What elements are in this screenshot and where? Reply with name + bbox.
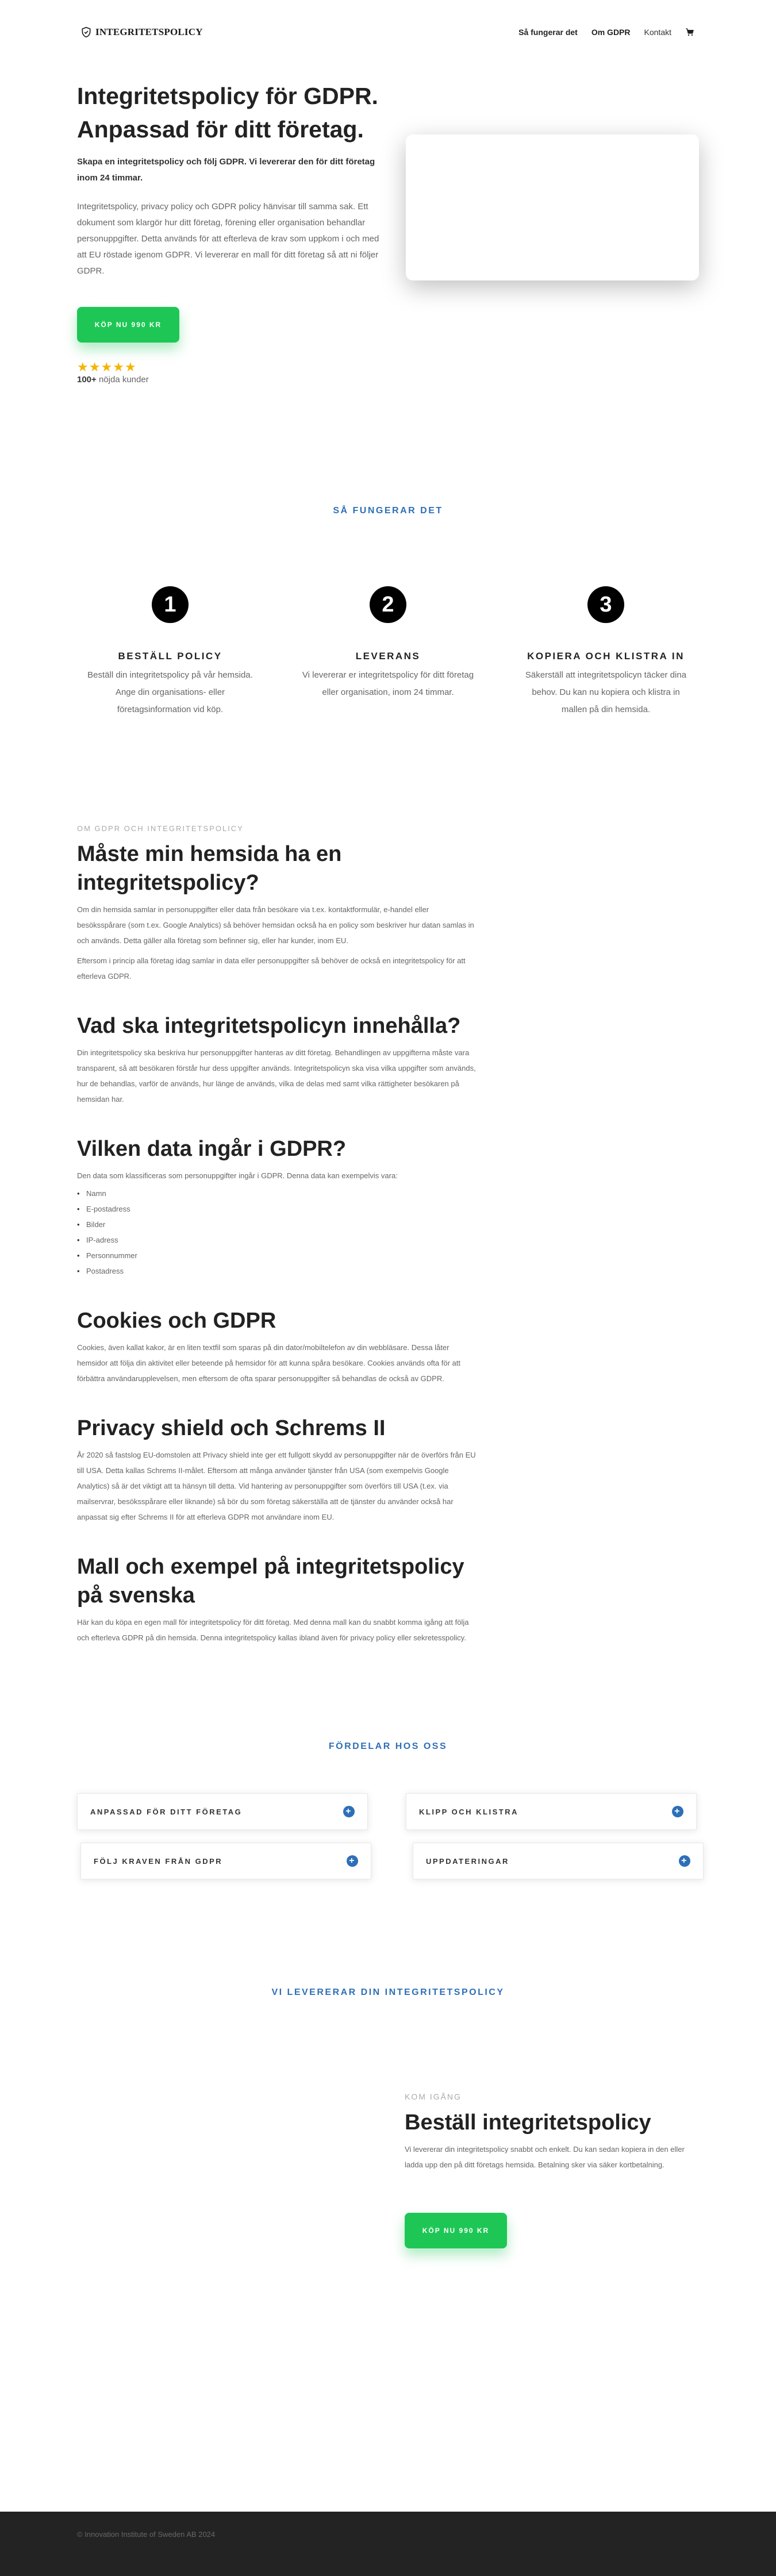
step-number-badge: 2 [370,586,406,623]
step-text: Beställ din integritetspolicy på vår hemsida. Ange din organisations- eller företagsinformation vid köp. [87,670,253,714]
rating-stars [77,360,137,375]
heading-template-swedish: Mall och exempel på integritetspolicy på svenska [77,1555,464,1608]
hero-media-card [406,134,699,280]
paragraph: Här kan du köpa en egen mall för integritetspolicy för ditt företag. Med denna mall kan du snabbt komma igång att följa och efterleva GDPR på din hemsida. Denna integritetspolicy kallas ibland även för privacy policy eller sekretesspolicy. [77,1618,469,1642]
hero-title-line-1: Integritetspolicy för GDPR. [77,83,378,109]
cta-title: Beställ integritetspolicy [405,2110,651,2135]
star-icon: ★ [101,360,113,374]
benefit-toggle-updates[interactable] [413,1843,704,1879]
step-order-policy [84,586,256,718]
list-item: • Postadress [86,1263,479,1279]
order-cta [405,2092,704,2173]
hero-title [77,79,399,146]
step-title: LEVERANS [355,651,421,662]
plus-icon: + [679,1855,690,1867]
nav-link-about-gdpr[interactable]: Om GDPR [591,28,631,37]
step-delivery [302,586,474,701]
how-it-works-heading: SÅ FUNGERAR DET [333,506,443,516]
paragraph: Eftersom i princip alla företag idag samlar in data eller personuppgifter så behöver de också en integritetspolicy för att efterleva GDPR. [77,956,466,981]
hero-title-line-2: Anpassad för ditt företag. [77,116,364,143]
step-title: BESTÄLL POLICY [118,651,222,662]
buy-now-button-bottom[interactable]: KÖP NU 990 KR [405,2213,507,2248]
cart-icon[interactable] [685,28,694,37]
gdpr-article [77,824,479,1645]
step-text: Säkerställ att integritetspolicyn täcker dina behov. Du kan nu kopiera och klistra in mallen på din hemsida. [525,670,687,714]
article-overline: OM GDPR OCH INTEGRITETSPOLICY [77,824,244,833]
cta-text: Vi levererar din integritetspolicy snabbt och enkelt. Du kan sedan kopiera in den eller ladda upp den på ditt företags hemsida. Betalning sker via säker kortbetalning. [405,2145,685,2169]
star-icon: ★ [124,360,137,374]
benefit-toggle-copy-paste[interactable] [406,1793,697,1830]
step-number-badge: 3 [587,586,624,623]
paragraph: Om din hemsida samlar in personuppgifter eller data från besökare via t.ex. kontaktformulär, e-handel eller besöksspårare (som t.ex. Google Analytics) så behöver hemsidan också ha en policy som beskriver hur datan samlas in och används. Detta gäller alla företag som befinner sig, eller har kunder, inom EU. [77,905,474,945]
benefit-label: ANPASSAD FÖR DITT FÖRETAG [90,1807,243,1816]
customer-count [77,375,149,385]
customer-count-number: 100+ [77,375,97,385]
nav-link-how-it-works[interactable]: Så fungerar det [518,28,578,37]
step-text: Vi levererar er integritetspolicy för ditt företag eller organisation, inom 24 timmar. [302,670,474,697]
paragraph: År 2020 så fastslog EU-domstolen att Privacy shield inte ger ett fullgott skydd av personuppgifter när de överförs från EU till USA. Detta kallas Schrems II-målet. Eftersom att många använder tjänster från USA (som exempelvis Google Analytics) så är det viktigt att ta hänsyn till detta. Vid hantering av personuppgifter som överförs till USA (t.ex. via mailservrar, besöksspårare eller liknande) så bör du som företag säkerställa att de tjänster du använder också har anpassat sig efter Schrems II för att efterleva GDPR mot användare inom EU. [77,1451,476,1521]
step-copy-paste [520,586,692,718]
customer-count-text: nöjda kunder [98,375,149,385]
benefit-label: FÖLJ KRAVEN FRÅN GDPR [94,1856,223,1866]
shield-check-icon [80,26,92,38]
step-title: KOPIERA OCH KLISTRA IN [527,651,685,662]
list-item: • Namn [86,1186,479,1201]
list-item: • IP-adress [86,1232,479,1248]
star-icon: ★ [77,360,89,374]
paragraph: Din integritetspolicy ska beskriva hur personuppgifter hanteras av ditt företag. Behandlingen av uppgifterna måste vara transparent, så att besökaren förstår hur dess uppgifter används. Integritetspolicyn ska visa vilka uppgifter som används, hur de behandlas, varför de används, hur länge de används, vilka de delas med samt vilka rättigheter besökaren på hemsidan har. [77,1048,476,1104]
benefit-label: KLIPP OCH KLISTRA [419,1807,518,1816]
plus-icon: + [343,1806,355,1817]
logo-text: INTEGRITETSPOLICY [95,26,203,37]
delivery-heading: VI LEVERERAR DIN INTEGRITETSPOLICY [271,1987,505,1997]
star-icon: ★ [89,360,101,374]
benefit-label: UPPDATERINGAR [426,1856,509,1866]
nav-link-contact[interactable]: Kontakt [644,28,671,37]
paragraph: Cookies, även kallat kakor, är en liten textfil som sparas på din dator/mobiltelefon av din webbläsare. Dessa låter hemsidor att följa din aktivitet eller beteende på hemsidor för att kunna spåra besökare. Cookies används ofta för att förbättra användarupplevelsen, men eftersom de ofta sparar personuppgifter så behandlas de också av GDPR. [77,1343,460,1383]
site-logo[interactable] [80,26,203,38]
plus-icon: + [347,1855,358,1867]
personal-data-list [77,1186,479,1279]
heading-cookies: Cookies och GDPR [77,1309,276,1333]
step-number-badge: 1 [152,586,189,623]
list-item: • E-postadress [86,1201,479,1217]
site-header [0,0,776,68]
cta-overline: KOM IGÅNG [405,2092,462,2101]
plus-icon: + [672,1806,683,1817]
buy-now-button[interactable]: KÖP NU 990 KR [77,307,179,343]
benefits-heading: FÖRDELAR HOS OSS [328,1741,448,1751]
benefit-toggle-tailored[interactable] [77,1793,368,1830]
list-item: • Bilder [86,1217,479,1232]
heading-data-in-gdpr: Vilken data ingår i GDPR? [77,1137,347,1161]
paragraph: Den data som klassificeras som personuppgifter ingår i GDPR. Denna data kan exempelvis vara: [77,1171,398,1180]
heading-privacy-shield: Privacy shield och Schrems II [77,1416,386,1440]
main-nav [518,28,694,37]
hero-description: Integritetspolicy, privacy policy och GDPR policy hänvisar till samma sak. Ett dokument som klargör hur ditt företag, förening eller organisation behandlar personuppgifter. Detta används för att efterleva de krav som uppkom i och med att EU röstade igenom GDPR. Vi levererar en mall för ditt företag så att ni följer GDPR. [77,202,379,276]
heading-must-have-policy: Måste min hemsida ha en integritetspolicy? [77,842,342,895]
star-icon: ★ [113,360,125,374]
list-item: • Personnummer [86,1248,479,1263]
site-footer [0,2512,776,2576]
heading-policy-contents: Vad ska integritetspolicyn innehålla? [77,1014,461,1038]
hero-lead: Skapa en integritetspolicy och följ GDPR. Vi levererar den för ditt företag inom 24 timmar. [77,157,375,183]
benefit-toggle-gdpr[interactable] [80,1843,371,1879]
copyright-text: © Innovation Institute of Sweden AB 2024 [77,2530,216,2539]
